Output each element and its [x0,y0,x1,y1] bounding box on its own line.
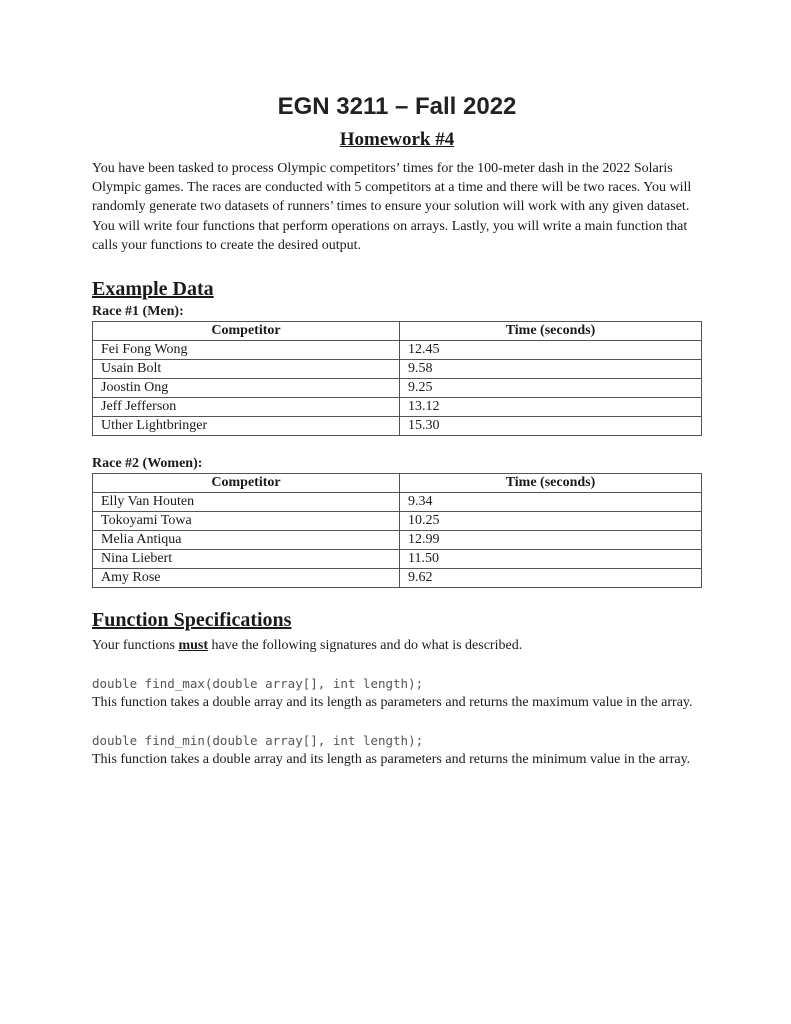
functions-intro [92,636,702,655]
table-row [93,417,702,436]
find-max-signature: double find_max(double array[], int length); [92,676,424,692]
find-min-description: This function takes a double array and its length as parameters and returns the minimum value in the array. [92,752,691,768]
competitor-time: 13.12 [400,398,702,417]
competitor-name: Usain Bolt [93,360,400,379]
competitor-time: 11.50 [400,550,702,569]
example-data-heading: Example Data [92,278,214,301]
race1-label: Race #1 (Men): [92,304,184,320]
competitor-name: Jeff Jefferson [93,398,400,417]
competitor-time: 12.99 [400,531,702,550]
homework-subtitle: Homework #4 [339,129,455,150]
competitor-column-header: Competitor [93,322,400,341]
table-row [93,550,702,569]
competitor-name: Tokoyami Towa [93,512,400,531]
find-max-description: This function takes a double array and its length as parameters and returns the maximum value in the array. [92,695,693,711]
competitor-name: Elly Van Houten [93,493,400,512]
intro-paragraph: You have been tasked to process Olympic competitors’ times for the 100-meter dash in the 2022 Solaris Olympic games. The races are conducted with 5 competitors at a time and there will be two races. You will randomly generate two datasets of runners’ times to ensure your solution will work with any given dataset. You will write four functions that perform operations on arrays. Lastly, you will write a main function that calls your functions to create the desired output. [92,161,692,253]
document-title: EGN 3211 – Fall 2022 [277,93,517,120]
table-row [93,379,702,398]
race1-table [92,321,702,436]
race1-header-row [93,322,702,341]
competitor-time: 9.62 [400,569,702,588]
competitor-time: 15.30 [400,417,702,436]
table-row [93,360,702,379]
must-emphasis: must [178,638,209,654]
find-min-signature: double find_min(double array[], int length); [92,733,424,749]
competitor-time: 12.45 [400,341,702,360]
competitor-name: Fei Fong Wong [93,341,400,360]
functions-intro-text-end: have the following signatures and do what is described. [208,638,523,654]
competitor-name: Uther Lightbringer [93,417,400,436]
time-column-header: Time (seconds) [400,322,702,341]
competitor-name: Melia Antiqua [93,531,400,550]
competitor-name: Amy Rose [93,569,400,588]
table-row [93,569,702,588]
table-row [93,531,702,550]
table-row [93,493,702,512]
function-specifications-heading: Function Specifications [92,609,292,632]
table-row [93,512,702,531]
race2-table [92,473,702,588]
competitor-time: 9.58 [400,360,702,379]
competitor-column-header: Competitor [93,474,400,493]
time-column-header: Time (seconds) [400,474,702,493]
functions-intro-text-start: Your functions [92,638,179,654]
competitor-time: 10.25 [400,512,702,531]
competitor-time: 9.25 [400,379,702,398]
race2-label: Race #2 (Women): [92,456,203,472]
table-row [93,341,702,360]
document-page [92,92,702,769]
table-row [93,398,702,417]
competitor-name: Nina Liebert [93,550,400,569]
competitor-time: 9.34 [400,493,702,512]
race2-header-row [93,474,702,493]
competitor-name: Joostin Ong [93,379,400,398]
